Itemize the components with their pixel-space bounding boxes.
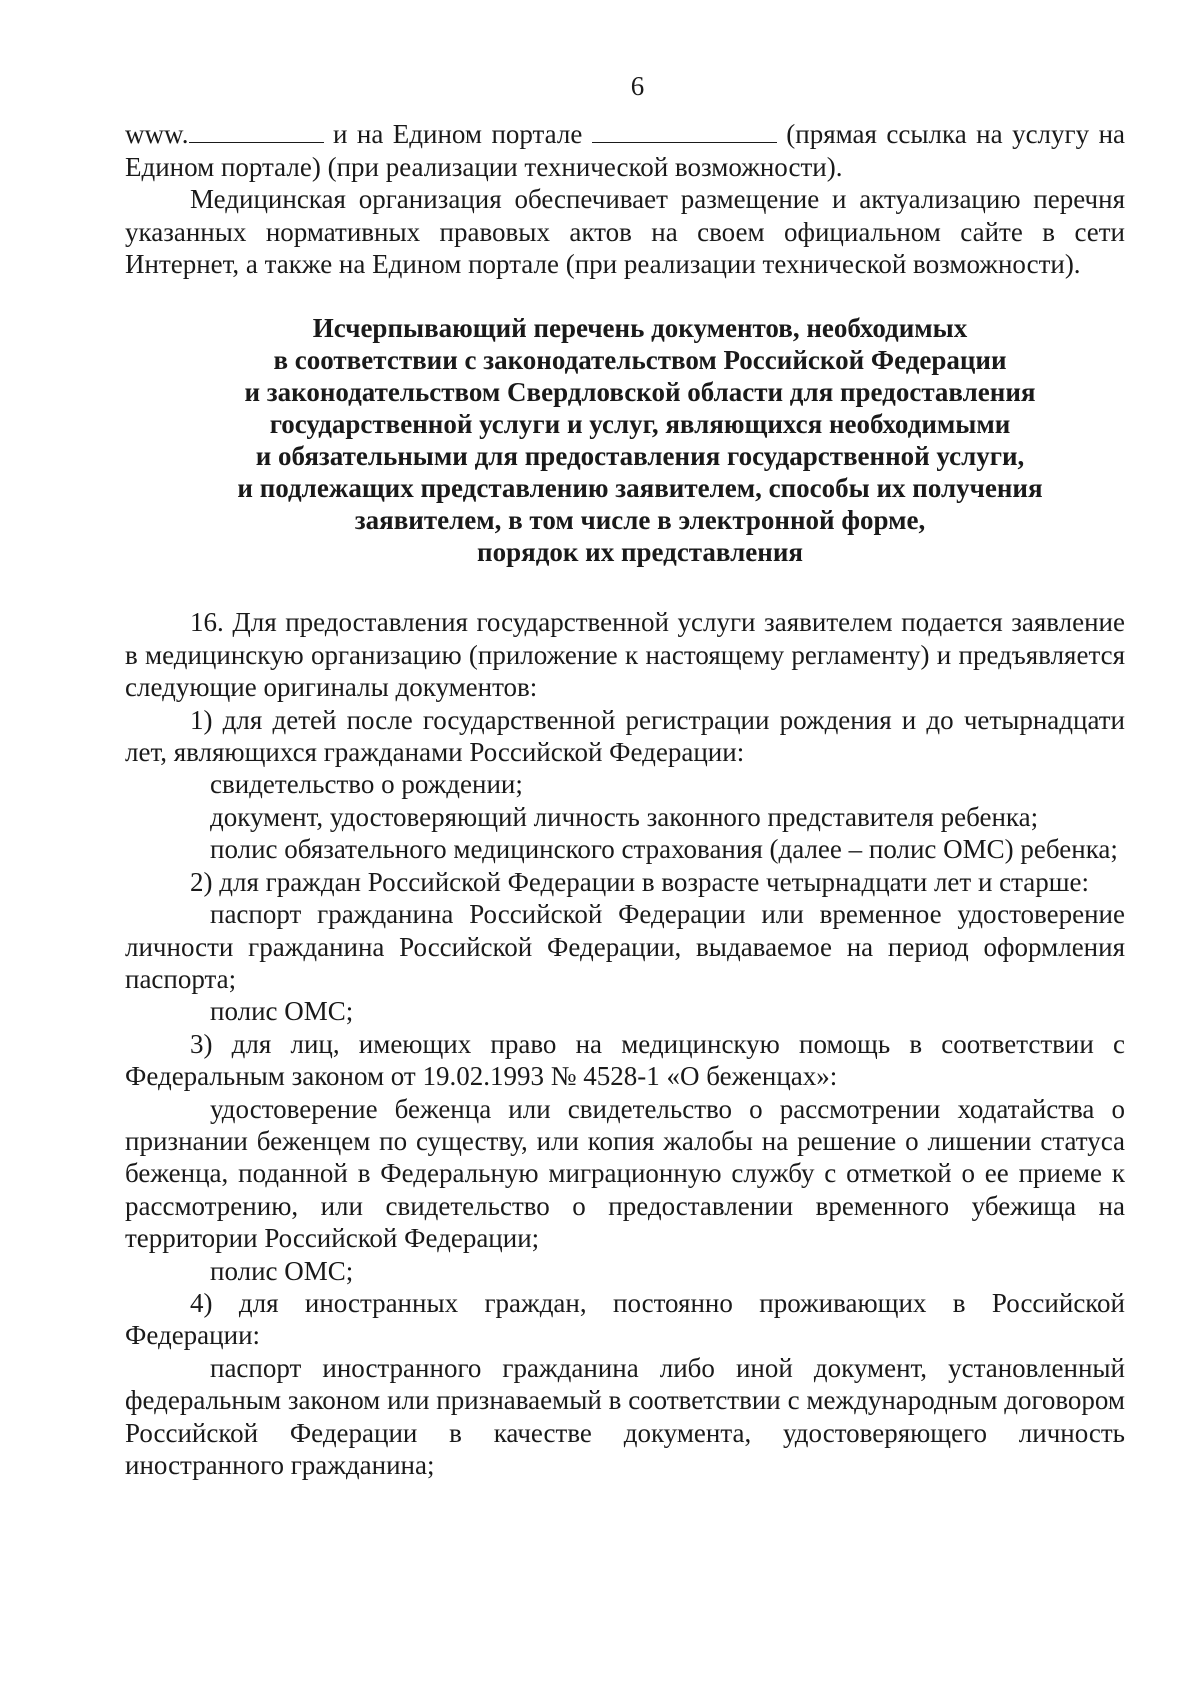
list-item-3-oms-policy: полис ОМС; <box>210 1255 354 1286</box>
list-item-4: 4) для иностранных граждан, постоянно проживающих в Российской Федерации: <box>125 1287 1125 1351</box>
heading-line: и обязательными для предоставления государственной услуги, <box>255 441 1025 472</box>
list-item-2: 2) для граждан Российской Федерации в возрасте четырнадцати лет и старше: <box>190 866 1090 897</box>
document-page <box>125 70 1125 1481</box>
blank-line-website <box>189 120 324 143</box>
heading-line: и законодательством Свердловской области для предоставления <box>244 377 1036 408</box>
section-heading <box>125 312 1125 568</box>
heading-line: порядок их представления <box>477 537 803 568</box>
list-item-1-birth-certificate: свидетельство о рождении; <box>210 769 523 800</box>
heading-line: заявителем, в том числе в электронной форме, <box>354 505 926 536</box>
intro-www: www. <box>125 119 189 150</box>
intro-link-note: (прямая ссылка на услугу на Едином портале) (при реализации технической возможности). <box>125 119 1126 182</box>
intro-paragraph-2: Медицинская организация обеспечивает размещение и актуализацию перечня указанных нормативных правовых актов на своем официальном сайте в сети Интернет, а также на Едином портале (при реализации технической возможности). <box>125 184 1125 280</box>
list-item-3-refugee-document: удостоверение беженца или свидетельство о рассмотрении ходатайства о признании беженцем по существу, или копия жалобы на решение о лишении статуса беженца, поданной в Федеральную миграционную службу с отметкой о ее приеме к рассмотрению, или свидетельство о предоставлении временного убежища на территории Российской Федерации; <box>125 1093 1125 1254</box>
list-item-1-oms-policy: полис обязательного медицинского страхования (далее – полис ОМС) ребенка; <box>210 834 1118 865</box>
list-item-2-passport: паспорт гражданина Российской Федерации или временное удостоверение личности гражданина Российской Федерации, выдаваемое на период оформления паспорта; <box>125 899 1125 994</box>
page-number: 6 <box>630 71 645 101</box>
list-item-4-foreign-passport: паспорт иностранного гражданина либо иной документ, установленный федеральным законом или признаваемый в соответствии с международным договором Российской Федерации в качестве документа, удостоверяющего личность иностранного гражданина; <box>125 1352 1125 1480</box>
heading-line: государственной услуги и услуг, являющихся необходимыми <box>269 409 1011 440</box>
list-item-3: 3) для лиц, имеющих право на медицинскую помощь в соответствии с Федеральным законом от 19.02.1993 № 4528-1 «О беженцах»: <box>125 1028 1125 1092</box>
intro-paragraph-1 <box>125 118 1125 183</box>
heading-line: в соответствии с законодательством Российской Федерации <box>273 345 1007 376</box>
list-item-1-guardian-id: документ, удостоверяющий личность законного представителя ребенка; <box>210 801 1039 832</box>
list-item-1: 1) для детей после государственной регистрации рождения и до четырнадцати лет, являющихся гражданами Российской Федерации: <box>125 704 1125 768</box>
blank-line-portal <box>592 120 777 143</box>
list-item-2-oms-policy: полис ОМС; <box>210 996 354 1027</box>
paragraph-16: 16. Для предоставления государственной услуги заявителем подается заявление в медицинскую организацию (приложение к настоящему регламенту) и предъявляется следующие оригиналы документов: <box>125 607 1125 703</box>
heading-line: и подлежащих представлению заявителем, способы их получения <box>237 473 1043 504</box>
intro-portal: и на Едином портале <box>323 119 592 150</box>
heading-line: Исчерпывающий перечень документов, необходимых <box>312 313 968 344</box>
